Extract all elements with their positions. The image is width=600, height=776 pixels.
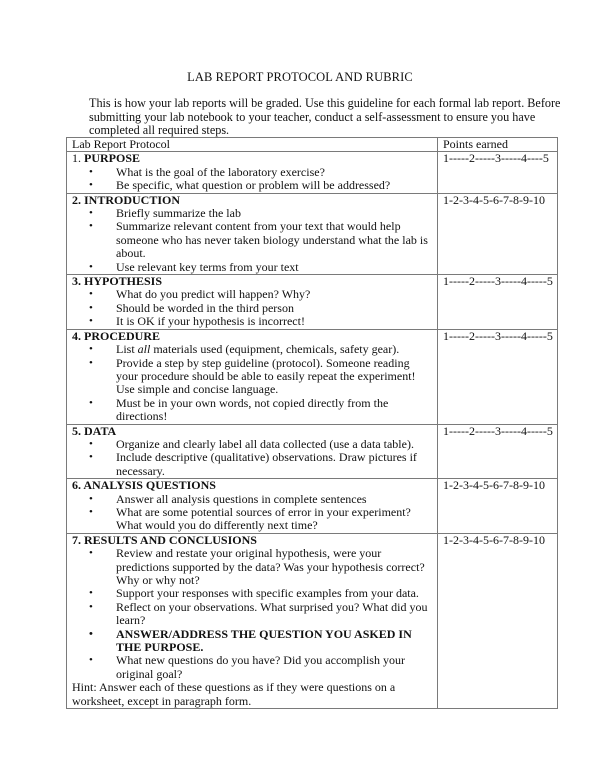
table-header-row — [67, 138, 558, 152]
section-heading — [72, 425, 433, 438]
bullet-item: • Reflect on your observations. What surprised you? What did you learn? — [116, 601, 433, 628]
bullet-item: • Be specific, what question or problem will be addressed? — [116, 179, 433, 192]
bullet-item: • Provide a step by step guideline (protocol). Someone reading your procedure should be able to easily repeat the experiment! Use simple and concise language. — [116, 357, 433, 397]
section-row-procedure — [67, 329, 558, 424]
bullet-list — [72, 438, 433, 478]
points-scale: 1-2-3-4-5-6-7-8-9-10 — [438, 193, 558, 274]
bullet-item: • Should be worded in the third person — [116, 302, 433, 315]
hint-text: Hint: Answer each of these questions as if they were questions on a worksheet, except in paragraph form. — [72, 680, 396, 708]
section-heading — [72, 534, 433, 547]
section-number: 4. — [72, 328, 84, 343]
header-points: Points earned — [438, 138, 558, 152]
section-number: 1. — [72, 151, 84, 166]
bullet-list — [72, 288, 433, 328]
section-row-data — [67, 424, 558, 479]
section-title: ANALYSIS QUESTIONS — [83, 478, 216, 493]
section-row-introduction — [67, 193, 558, 274]
bullet-list — [72, 547, 433, 681]
points-scale: 1-----2-----3-----4-----5 — [438, 329, 558, 424]
bullet-item: • What do you predict will happen? Why? — [116, 288, 433, 301]
section-row-analysis-questions — [67, 479, 558, 534]
bullet-list — [72, 493, 433, 533]
header-protocol: Lab Report Protocol — [67, 138, 438, 152]
points-scale: 1-2-3-4-5-6-7-8-9-10 — [438, 533, 558, 708]
section-row-hypothesis — [67, 275, 558, 330]
emphasis-text: all — [137, 342, 151, 357]
bullet-item: • Briefly summarize the lab — [116, 207, 433, 220]
section-heading — [72, 152, 433, 165]
section-title: INTRODUCTION — [84, 192, 181, 207]
points-scale: 1-----2-----3-----4-----5 — [438, 424, 558, 479]
bullet-item: • It is OK if your hypothesis is incorrect! — [116, 315, 433, 328]
document-title: LAB REPORT PROTOCOL AND RUBRIC — [187, 70, 413, 84]
section-row-purpose — [67, 152, 558, 193]
bullet-item: • Must be in your own words, not copied directly from the directions! — [116, 397, 433, 424]
bullet-text: materials used (equipment, chemicals, safety gear). — [150, 342, 400, 357]
section-title: RESULTS AND CONCLUSIONS — [84, 532, 257, 547]
bullet-item: • Answer all analysis questions in complete sentences — [116, 493, 433, 506]
section-number: 6. — [72, 478, 84, 493]
bullet-item: • Organize and clearly label all data collected (use a data table). — [116, 438, 433, 451]
section-heading — [72, 194, 433, 207]
bullet-list — [72, 207, 433, 274]
section-heading — [72, 275, 433, 288]
bullet-item: • ANSWER/ADDRESS THE QUESTION YOU ASKED IN THE PURPOSE. — [116, 628, 433, 655]
section-number: 5. — [72, 423, 84, 438]
bullet-list — [72, 343, 433, 423]
section-heading — [72, 330, 433, 343]
section-title: HYPOTHESIS — [84, 274, 163, 289]
section-title: PURPOSE — [84, 151, 141, 166]
points-scale: 1-----2-----3-----4-----5 — [438, 275, 558, 330]
section-title: PROCEDURE — [84, 328, 161, 343]
bullet-item: • Include descriptive (qualitative) observations. Draw pictures if necessary. — [116, 451, 433, 478]
section-title: DATA — [84, 423, 117, 438]
bullet-item: • Support your responses with specific examples from your data. — [116, 587, 433, 600]
bullet-text: List — [116, 342, 138, 357]
bullet-item: • What is the goal of the laboratory exercise? — [116, 166, 433, 179]
section-heading — [72, 479, 433, 492]
bullet-item — [116, 343, 433, 356]
section-number: 3. — [72, 274, 84, 289]
section-row-results-and-conclusions — [67, 533, 558, 708]
points-scale: 1-----2-----3-----4----5 — [438, 152, 558, 193]
bullet-item: • Review and restate your original hypothesis, were your predictions supported by the data? Was your hypothesis correct? Why or why not? — [116, 547, 433, 587]
points-scale: 1-2-3-4-5-6-7-8-9-10 — [438, 479, 558, 534]
bullet-item: • Use relevant key terms from your text — [116, 261, 433, 274]
section-number: 2. — [72, 192, 84, 207]
bullet-item: • What new questions do you have? Did you accomplish your original goal? — [116, 654, 433, 681]
rubric-table — [66, 137, 558, 709]
section-number: 7. — [72, 532, 84, 547]
bullet-list — [72, 166, 433, 193]
intro-paragraph: This is how your lab reports will be graded. Use this guideline for each formal lab report. Before submitting your lab notebook to your teacher, conduct a self-assessment to ensure you have completed all required steps. — [89, 96, 561, 138]
bullet-item: • What are some potential sources of error in your experiment? What would you do differently next time? — [116, 506, 433, 533]
bullet-item: • Summarize relevant content from your text that would help someone who has never taken biology understand what the lab is about. — [116, 220, 433, 260]
